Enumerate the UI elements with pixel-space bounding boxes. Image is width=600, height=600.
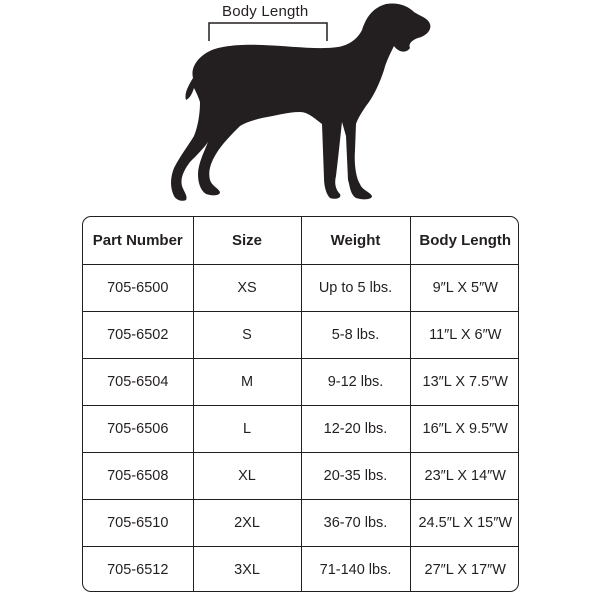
table-row (83, 264, 519, 311)
table-row (83, 452, 519, 499)
size-cell: XL (193, 452, 301, 499)
dog-measurement-diagram (0, 0, 600, 212)
body-length-cell: 24.5″L X 15″W (410, 499, 519, 546)
table-row (83, 546, 519, 592)
table-row (83, 499, 519, 546)
part-number-cell: 705-6508 (83, 452, 193, 499)
size-cell: 2XL (193, 499, 301, 546)
header-body-length: Body Length (410, 217, 519, 264)
body-length-cell: 27″L X 17″W (410, 546, 519, 592)
part-number-cell: 705-6506 (83, 405, 193, 452)
body-length-label: Body Length (222, 3, 309, 20)
table-header-row (83, 217, 519, 264)
header-size: Size (193, 217, 301, 264)
dog-silhouette-icon (0, 0, 600, 212)
body-length-cell: 16″L X 9.5″W (410, 405, 519, 452)
part-number-cell: 705-6504 (83, 358, 193, 405)
header-part-number: Part Number (83, 217, 193, 264)
size-chart-table (82, 216, 519, 592)
part-number-cell: 705-6510 (83, 499, 193, 546)
body-length-cell: 13″L X 7.5″W (410, 358, 519, 405)
weight-cell: 12-20 lbs. (301, 405, 410, 452)
body-length-cell: 9″L X 5″W (410, 264, 519, 311)
body-length-cell: 23″L X 14″W (410, 452, 519, 499)
size-cell: 3XL (193, 546, 301, 592)
weight-cell: 20-35 lbs. (301, 452, 410, 499)
size-cell: L (193, 405, 301, 452)
part-number-cell: 705-6512 (83, 546, 193, 592)
size-cell: XS (193, 264, 301, 311)
weight-cell: 71-140 lbs. (301, 546, 410, 592)
header-weight: Weight (301, 217, 410, 264)
weight-cell: 5-8 lbs. (301, 311, 410, 358)
table-row (83, 311, 519, 358)
table-row (83, 358, 519, 405)
body-length-cell: 11″L X 6″W (410, 311, 519, 358)
part-number-cell: 705-6500 (83, 264, 193, 311)
weight-cell: 36-70 lbs. (301, 499, 410, 546)
part-number-cell: 705-6502 (83, 311, 193, 358)
size-cell: M (193, 358, 301, 405)
size-cell: S (193, 311, 301, 358)
table-row (83, 405, 519, 452)
weight-cell: 9-12 lbs. (301, 358, 410, 405)
weight-cell: Up to 5 lbs. (301, 264, 410, 311)
